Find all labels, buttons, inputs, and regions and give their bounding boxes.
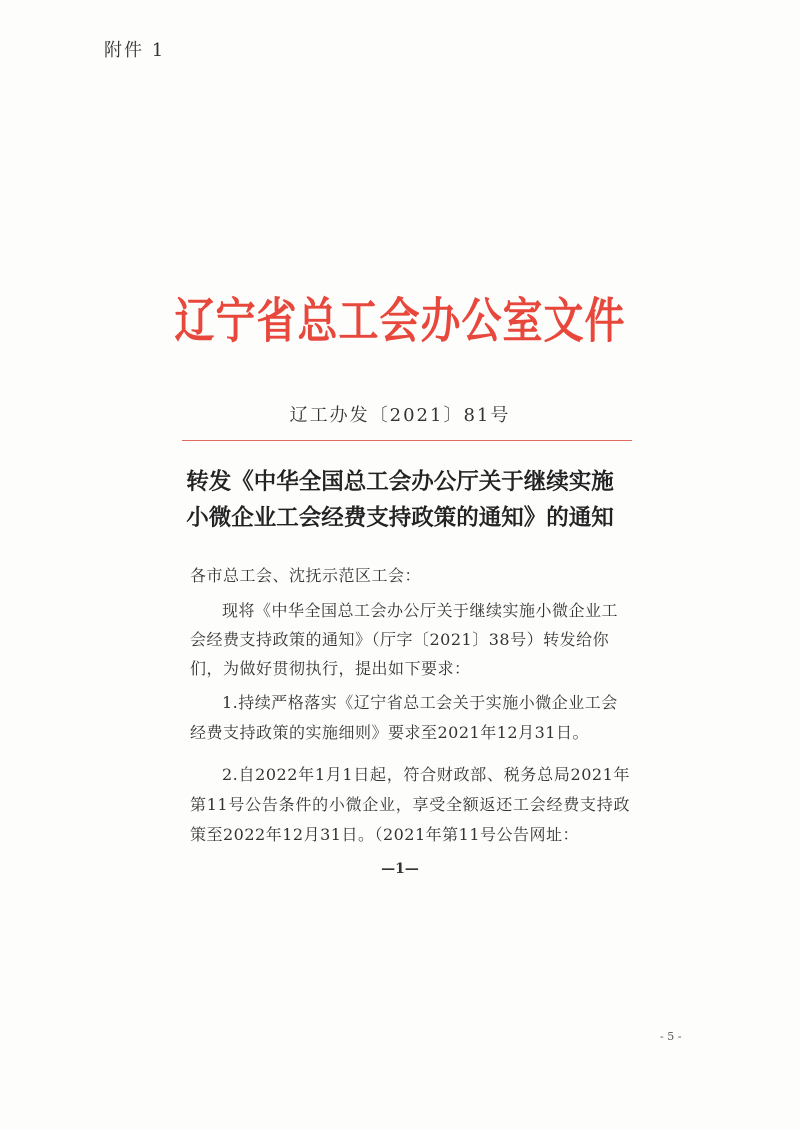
paragraph-requirement-1: 1.持续严格落实《辽宁省总工会关于实施小微企业工会经费支持政策的实施细则》要求至2021年12月31日。 — [190, 693, 618, 742]
title-line-1: 转发《中华全国总工会办公厅关于继续实施 — [186, 469, 614, 495]
attachment-label: 附件 1 — [104, 40, 166, 61]
document-masthead: 辽宁省总工会办公室文件 — [174, 293, 626, 349]
scan-page-number: - 5 - — [660, 1030, 682, 1043]
document-number: 辽工办发〔2021〕81号 — [289, 405, 511, 426]
paragraph-intro: 现将《中华全国总工会办公厅关于继续实施小微企业工会经费支持政策的通知》（厅字〔2021〕38号）转发给你们，为做好贯彻执行，提出如下要求： — [190, 601, 619, 678]
page-number: —1— — [381, 861, 419, 877]
document-title — [0, 464, 800, 536]
title-line-2: 小微企业工会经费支持政策的通知》的通知 — [186, 505, 614, 531]
red-divider-line — [182, 440, 632, 441]
salutation: 各市总工会、沈抚示范区工会： — [190, 566, 422, 585]
paragraph-requirement-2: 2.自2022年1月1日起，符合财政部、税务总局2021年第11号公告条件的小微企业，享受全额返还工会经费支持政策至2022年12月31日。（2021年第11号公告网址： — [190, 765, 630, 844]
